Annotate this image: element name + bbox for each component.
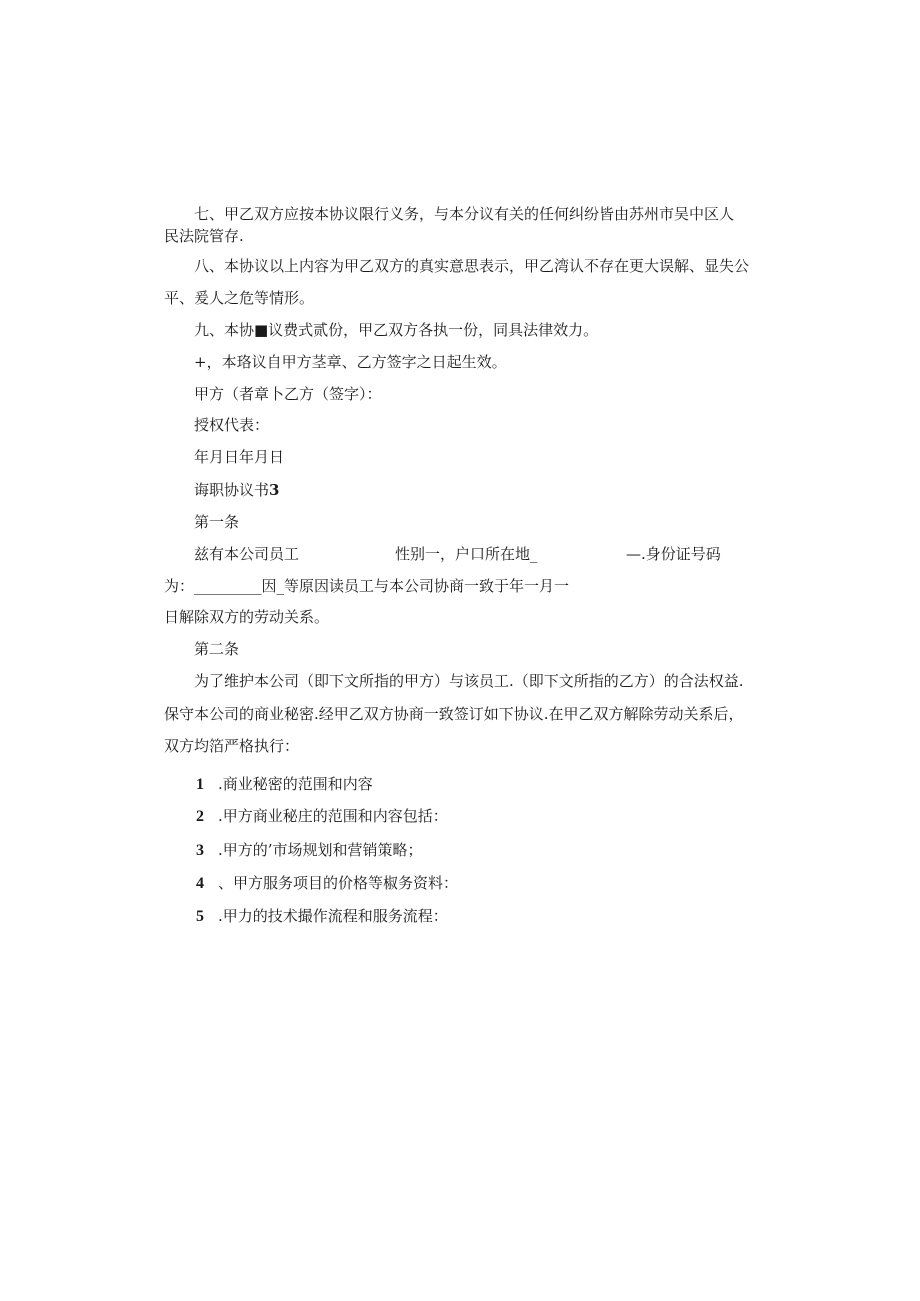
list-item-number: 3 xyxy=(196,842,204,859)
article-1-heading: 第一条 xyxy=(194,513,240,531)
list-item-number: 1 xyxy=(196,776,204,793)
list-item xyxy=(196,906,448,926)
article-2-para-3: 双方均箔严格执行： xyxy=(164,737,300,755)
article-2-heading: 第二条 xyxy=(194,640,240,658)
list-item xyxy=(196,840,423,860)
list-item xyxy=(196,774,373,794)
list-item-number: 2 xyxy=(196,808,204,825)
clause-7-line-1: 七、甲乙双方应按本协议限行义务，与本分议有关的任何纠纷皆由苏州市吴中区人 xyxy=(194,205,735,223)
document-title-text: 诲职协议书 xyxy=(194,481,270,499)
list-item-text: .商业秘密的范围和内容 xyxy=(218,775,373,793)
signature-party-line: 甲方（者章卜乙方（签字）： xyxy=(194,385,382,403)
clause-8-line-2: 平、爰人之危等情形。 xyxy=(164,289,315,307)
article-2-para-1: 为了维护本公司（即下文所指的甲方）与该员工.（即下文所指的乙方）的合法权益. xyxy=(194,672,744,690)
list-item-number: 5 xyxy=(196,908,204,925)
list-item-text: .甲力的技术撮作流程和服务流程： xyxy=(218,907,448,925)
clause-8-line-1: 八、本协议以上内容为甲乙双方的真实意思表示，甲乙湾认不存在更大误解、显失公 xyxy=(194,257,750,275)
article-1-para-1c: —.身份证号码 xyxy=(626,545,721,563)
list-item-number: 4 xyxy=(196,875,204,892)
article-1-para-3: 日解除双方的劳动关系。 xyxy=(164,608,330,626)
article-2-para-2: 保守本公司的商业秘密.经甲乙双方协商一致签订如下协议.在甲乙双方解除劳动关系后， xyxy=(164,705,744,723)
article-1-para-2: 为：_________因_等原因读员工与本公司协商一致于年一月一 xyxy=(164,577,570,595)
list-item-text: .甲方的’市场规划和营销策略； xyxy=(218,841,423,859)
list-item xyxy=(196,873,458,893)
clause-9: 九、本协■议费式贰份，甲乙双方各执一份，同具法律效力。 xyxy=(194,321,599,339)
document-title-number: 3 xyxy=(269,481,280,499)
list-item-text: .甲方商业秘庄的范围和内容包括： xyxy=(218,807,448,825)
article-1-para-1b: 性别一，户口所在地_ xyxy=(395,545,538,563)
clause-10: +，本珞议自甲方茎章、乙方签字之日起生效。 xyxy=(194,353,507,371)
list-item-text: 、甲方服务项目的价格等椒务资料： xyxy=(218,874,459,892)
clause-7-line-2: 民法院管存. xyxy=(164,227,244,245)
signature-date: 年月日年月日 xyxy=(194,448,285,466)
article-1-para-1a: 兹有本公司员工 xyxy=(194,545,300,563)
list-item xyxy=(196,806,448,826)
document-title xyxy=(194,480,279,500)
signature-representative: 授权代表： xyxy=(194,416,270,434)
